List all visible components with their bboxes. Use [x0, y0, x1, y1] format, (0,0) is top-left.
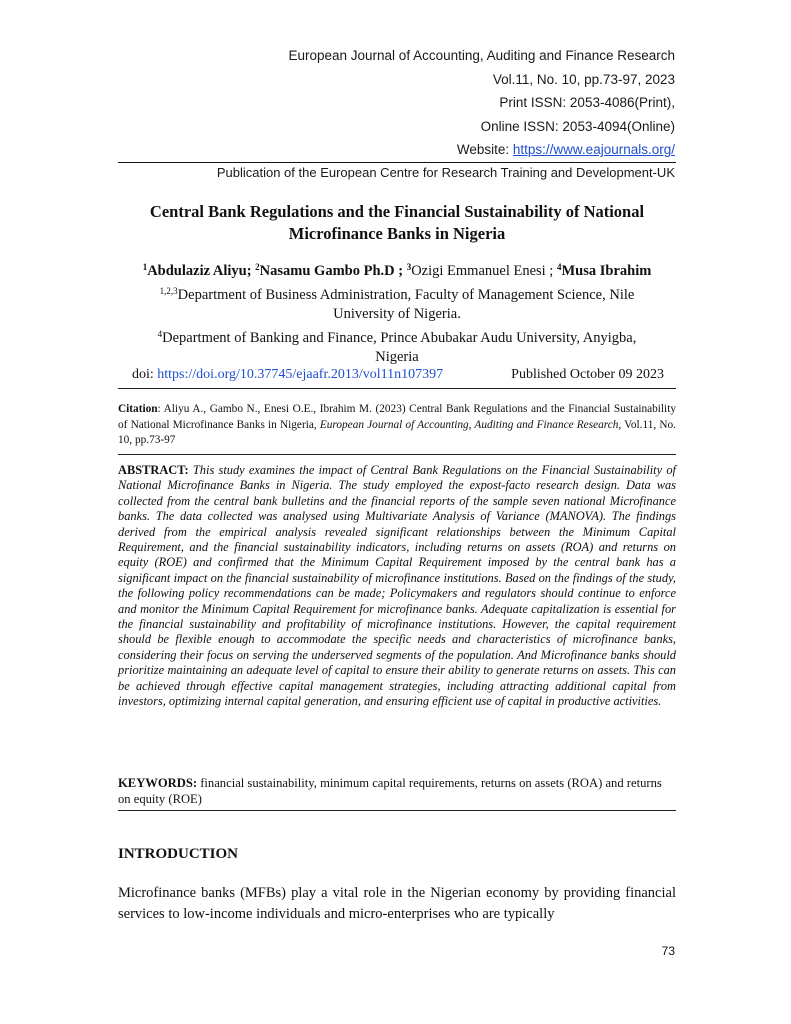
website-line	[115, 138, 675, 162]
citation-text: : Aliyu A., Gambo N., Enesi O.E., Ibrahim M. (2023) Central Bank Regulations and the Financial Sustainability of National Microfinance Banks in Nigeria,	[118, 403, 676, 431]
affiliation-1-line-2: University of Nigeria.	[333, 306, 461, 323]
author-1-sup: 1	[142, 262, 148, 272]
doi-link[interactable]: https://doi.org/10.37745/ejaafr.2013/vol11n107397	[157, 367, 444, 382]
abstract	[118, 463, 676, 710]
affiliation-2-line-2: Nigeria	[375, 349, 419, 366]
introduction-text: Microfinance banks (MFBs) play a vital role in the Nigerian economy by providing financial services to low-income individuals and micro-enterprises who are typically	[118, 885, 676, 922]
header-divider	[118, 162, 676, 163]
citation	[118, 402, 676, 449]
doi-label: doi:	[132, 367, 158, 382]
keywords	[118, 776, 676, 807]
author-4-sup: 4	[556, 262, 562, 272]
affiliation-1	[118, 282, 676, 325]
affiliation-2-sup: 4	[157, 328, 163, 339]
abstract-divider-top	[118, 454, 676, 455]
authors-block	[118, 258, 676, 368]
doi-divider	[118, 388, 676, 389]
citation-label: Citation	[118, 403, 158, 415]
introduction-heading: INTRODUCTION	[118, 846, 239, 862]
publication-line: Publication of the European Centre for Research Training and Development-UK	[216, 165, 675, 180]
abstract-text: This study examines the impact of Central Bank Regulations on the Financial Sustainability of National Microfinance Banks in Nigeria. The study employed the expost-facto research design. Data was collected from the central bank bulletins and the financial reports of the sample seven national Microfinance banks. The data collected was analysed using Multivariate Analysis of Variance (MANOVA). The findings derived from the empirical analysis revealed significant relationships between the Minimum Capital Requirement, and the financial sustainability indicators, including returns on assets (ROA) and returns on equity (ROE) and confirmed that the Minimum Capital Requirement imposed by the central bank has a significant impact on the financial sustainability of microfinance institutions. Based on the findings of the study, the following policy recommendations can be made; Policymakers and regulators should continue to enforce and monitor the Minimum Capital Requirement for microfinance banks. Adequate capitalization is essential for the financial sustainability and profitability of microfinance institutions. However, the capital requirement should be flexible enough to accommodate the specific needs and characteristics of microfinance banks, considering their focus on serving the underserved segments of the population. And Microfinance banks should prioritize maintaining an adequate level of capital to ensure their ability to generate returns on assets. This can be achieved through effective capital management strategies, including attracting additional capital from investors, optimizing internal capital generation, and ensuring efficient use of capital in productive activities.	[118, 463, 676, 709]
online-issn: Online ISSN: 2053-4094(Online)	[480, 118, 675, 134]
volume-pages: Vol.11, No. 10, pp.73-97, 2023	[492, 71, 675, 87]
citation-text-end: , Vol.11, No. 10, pp.73-97	[118, 418, 676, 447]
published-date: Published October 09 2023	[511, 367, 664, 382]
author-2-name: Nasamu Gambo Ph.D ;	[259, 263, 407, 279]
citation-journal: European Journal of Accounting, Auditing and Finance Research	[319, 418, 619, 431]
abstract-label: ABSTRACT:	[118, 463, 189, 477]
title-line-1: Central Bank Regulations and the Financial Sustainability of National	[149, 202, 645, 221]
author-list	[118, 258, 676, 282]
author-3-sup: 3	[406, 262, 412, 272]
journal-name: European Journal of Accounting, Auditing and Finance Research	[288, 48, 675, 63]
author-3-name: Ozigi Emmanuel Enesi ;	[411, 263, 557, 279]
keywords-text: financial sustainability, minimum capital requirements, returns on assets (ROA) and returns on equity (ROE)	[118, 776, 662, 806]
author-2-sup: 2	[255, 262, 260, 272]
author-1-name: Abdulaziz Aliyu;	[147, 263, 256, 279]
affiliation-1-line-1: Department of Business Administration, Faculty of Management Science, Nile	[177, 286, 635, 303]
website-link[interactable]: https://www.eajournals.org/	[512, 142, 675, 158]
print-issn: Print ISSN: 2053-4086(Print),	[499, 95, 675, 111]
page-number: 73	[661, 944, 675, 958]
affiliation-2-line-1: Department of Banking and Finance, Prince Abubakar Audu University, Anyigba,	[162, 329, 637, 346]
affiliation-1-sup: 1,2,3	[159, 285, 178, 296]
abstract-divider-bottom	[118, 810, 676, 811]
keywords-label: KEYWORDS:	[118, 776, 198, 790]
doi-line	[132, 367, 676, 383]
journal-header	[115, 44, 675, 162]
website-label: Website:	[456, 142, 513, 158]
affiliation-2	[118, 325, 676, 368]
author-4-name: Musa Ibrahim	[561, 263, 652, 279]
paper-title	[118, 201, 676, 244]
title-line-2: Microfinance Banks in Nigeria	[288, 223, 506, 243]
